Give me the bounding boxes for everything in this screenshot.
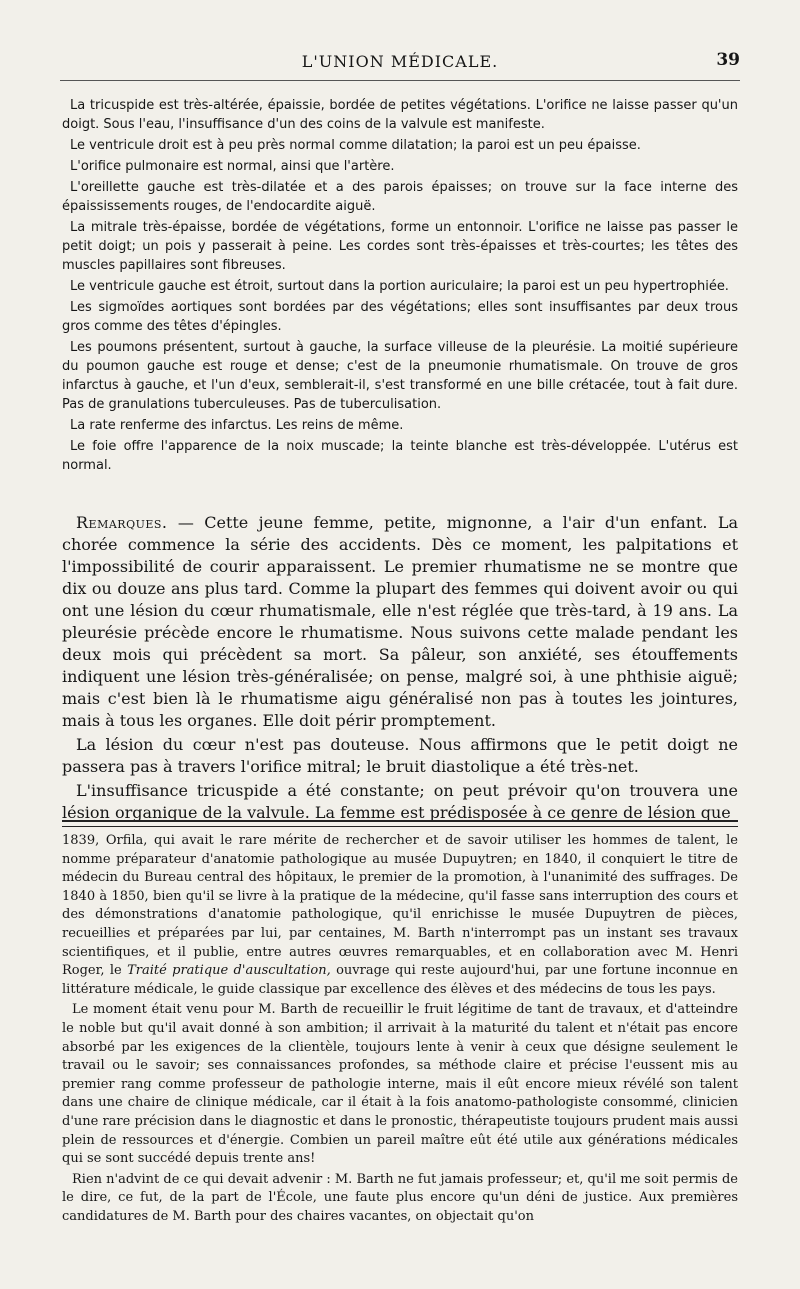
page-number: 39 (716, 50, 740, 70)
footnote-section (62, 832, 738, 1228)
observation-paragraph: La tricuspide est très-altérée, épaissie, bordée de petites végétations. L'orifice ne laisse passer qu'un doigt. Sous l'eau, l'insuffisance d'un des coins de la valvule est manifeste. (62, 98, 738, 132)
observation-paragraph: Le ventricule gauche est étroit, surtout dans la portion auriculaire; la paroi est un peu hypertrophiée. (70, 279, 729, 294)
observation-paragraph: Le foie offre l'apparence de la noix muscade; la teinte blanche est très-développée. L'utérus est normal. (62, 439, 738, 473)
observation-paragraph: Les poumons présentent, surtout à gauche, la surface villeuse de la pleurésie. La moitié supérieure du poumon gauche est rouge et dense; c'est de la pneumonie rhumatismale. On trouve de gros infarctus à gauche, et l'un d'eux, semblerait-il, s'est transformé en une bille crétacée, tout à fait dure. Pas de granulations tuberculeuses. Pas de tuberculisation. (62, 340, 738, 412)
remarks-paragraph: L'insuffisance tricuspide a été constante; on peut prévoir qu'on trouvera une lésion organique de la valvule. La femme est prédisposée à ce genre de lésion que (62, 781, 738, 822)
page-header (60, 50, 740, 81)
observation-paragraph: Le ventricule droit est à peu près normal comme dilatation; la paroi est un peu épaisse. (70, 138, 641, 153)
remarks-paragraph: La lésion du cœur n'est pas douteuse. Nous affirmons que le petit doigt ne passera pas à travers l'orifice mitral; le bruit diastolique a été très-net. (62, 735, 738, 776)
autopsy-observation (62, 96, 738, 477)
book-title: Traité pratique d'auscultation, (127, 963, 331, 979)
observation-paragraph: Les sigmoïdes aortiques sont bordées par des végétations; elles sont insuffisantes par deux trous gros comme des têtes d'épingles. (62, 300, 738, 334)
remarks-paragraph (62, 512, 738, 732)
footnote-text: 1839, Orfila, qui avait le rare mérite de rechercher et de savoir utiliser les hommes de talent, le nomme préparateur d'anatomie pathologique au musée Dupuytren; en 1840, il conquiert le titre de médecin du Bureau central des hôpitaux, le premier de la promotion, à l'unanimité des suffrages. De 1840 à 1850, bien qu'il se livre à la pratique de la médecine, qu'il fasse sans interruption des cours et des démonstrations d'anatomie pathologique, qu'il enrichisse le musée Dupuytren de pièces, recueillies et préparées par lui, par centaines, M. Barth n'interrompt pas un instant ses travaux scientifiques, et il publie, entre autres œuvres remarquables, et en collaboration avec M. Henri Roger, le (62, 833, 738, 979)
observation-paragraph: La mitrale très-épaisse, bordée de végétations, forme un entonnoir. L'orifice ne laisse pas passer le petit doigt; un pois y passerait à peine. Les cordes sont très-épaisses et très-courtes; les têtes des muscles papillaires sont fibreuses. (62, 220, 738, 273)
running-title: L'UNION MÉDICALE. (301, 52, 499, 71)
remarks-section (62, 512, 738, 826)
footnote-paragraph: Rien n'advint de ce qui devait advenir : M. Barth ne fut jamais professeur; et, qu'il me soit permis de le dire, ce fut, de la part de l'École, une faute plus encore qu'un déni de justice. Aux premières candidatures de M. Barth pour des chaires vacantes, on objectait qu'on (62, 1171, 738, 1224)
footnote-paragraph (62, 832, 738, 999)
remarks-text: Cette jeune femme, petite, mignonne, a l'air d'un enfant. La chorée commence la série des accidents. Dès ce moment, les palpitations et l'impossibilité de courir apparaissent. Le premier rhumatisme ne se montre que dix ou douze ans plus tard. Comme la plupart des femmes qui doivent avoir ou qui ont une lésion du cœur rhumatismale, elle n'est réglée que très-tard, à 19 ans. La pleurésie précède encore le rhumatisme. Nous suivons cette malade pendant les deux mois qui précèdent sa mort. Sa pâleur, son anxiété, ses étouffements indiquent une lésion très-généralisée; on pense, malgré soi, à une phthisie aiguë; mais c'est bien là le rhumatisme aigu généralisé non pas à toutes les jointures, mais à tous les organes. Elle doit périr promptement. (62, 513, 739, 730)
footnote-divider (62, 820, 738, 827)
observation-paragraph: La rate renferme des infarctus. Les reins de même. (70, 418, 404, 433)
observation-paragraph: L'orifice pulmonaire est normal, ainsi que l'artère. (70, 159, 395, 174)
em-dash: — (167, 513, 205, 532)
observation-paragraph: L'oreillette gauche est très-dilatée et a des parois épaisses; on trouve sur la face interne des épaississements rouges, de l'endocardite aiguë. (62, 180, 738, 214)
remarks-label: Remarques. (76, 513, 168, 532)
footnote-paragraph: Le moment était venu pour M. Barth de recueillir le fruit légitime de tant de travaux, et d'atteindre le noble but qu'il avait donné à son ambition; il arrivait à la maturité du talent et n'était pas encore absorbé par les exigences de la clientèle, toujours lente à venir à ceux que désigne seulement le travail ou le savoir; ses connaissances profondes, sa méthode claire et précise l'eussent mis au premier rang comme professeur de pathologie interne, mais il eût encore mieux révélé son talent dans une chaire de clinique médicale, car il était à la fois anatomo-pathologiste consommé, clinicien d'une rare précision dans le diagnostic et dans le pronostic, thérapeutiste toujours prudent mais aussi plein de ressources et d'énergie. Combien un pareil maître eût été utile aux générations médicales qui se sont succédé depuis trente ans! (62, 1002, 738, 1167)
footnote-text: ouvrage qui reste aujourd'hui, par une fortune inconnue en littérature médicale, le guide classique par excellence des élèves et des médecins de tous les pays. (62, 963, 738, 997)
